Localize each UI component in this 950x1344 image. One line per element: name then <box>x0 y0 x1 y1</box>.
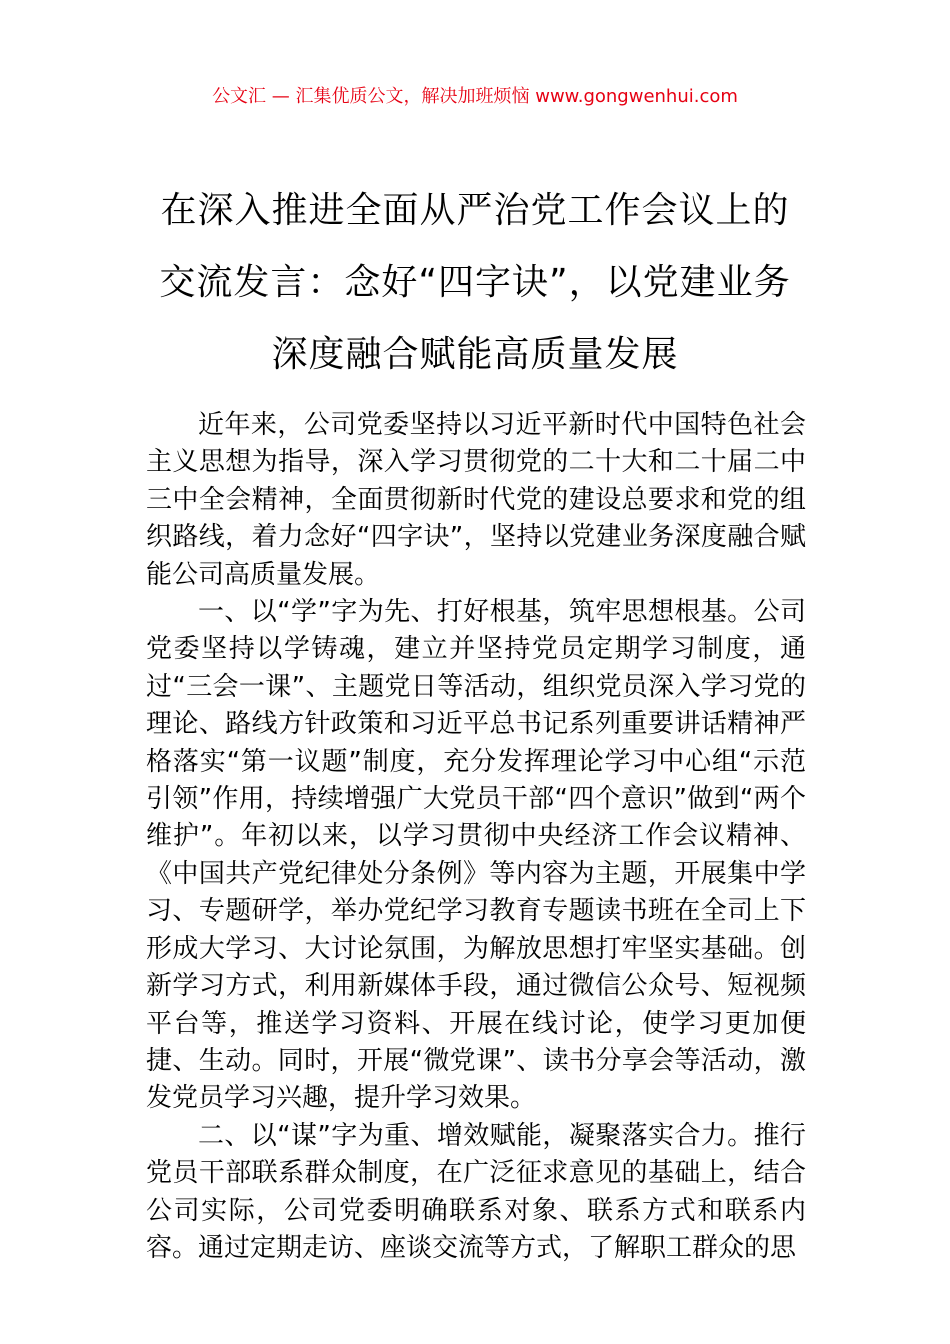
paragraph-lead: 二、以“谋”字为重、增效赋能，凝聚落实合力。 <box>198 1120 754 1151</box>
paragraph-section-2 <box>146 1118 806 1268</box>
paragraph-intro <box>146 407 806 594</box>
paragraph-text: 公司党委坚持以学铸魂，建立并坚持党员定期学习制度，通过“三会一课”、主题党日等活动，组织党员深入学习党的理论、路线方针政策和习近平总书记系列重要讲话精神严格落实“第一议题”制度，充分发挥理论学习中心组“示范引领”作用，持续增强广大党员干部“四个意识”做到“两个维护”。年初以来，以学习贯彻中央经济工作会议精神、《中国共产党纪律处分条例》等内容为主题，开展集中学习、专题研学，举办党纪学习教育专题读书班在全司上下形成大学习、大讨论氛围，为解放思想打牢坚实基础。创新学习方式，利用新媒体手段，通过微信公众号、短视频平台等，推送学习资料、开展在线讨论，使学习更加便捷、生动。同时，开展“微党课”、读书分享会等活动，激发党员学习兴趣，提升学习效果。 <box>146 597 806 1114</box>
paragraph-lead: 一、以“学”字为先、打好根基，筑牢思想根基。 <box>198 597 754 628</box>
document-title: 在深入推进全面从严治党工作会议上的交流发言：念好“四字诀”，以党建业务深度融合赋能高质量发展 <box>159 190 791 375</box>
paragraph-section-1 <box>146 594 806 1118</box>
paragraph-text: 近年来，公司党委坚持以习近平新时代中国特色社会主义思想为指导，深入学习贯彻党的二十大和二十届二中三中全会精神，全面贯彻新时代党的建设总要求和党的组织路线，着力念好“四字诀”，坚持以党建业务深度融合赋能公司高质量发展。 <box>146 410 806 590</box>
document-body <box>146 407 806 1267</box>
paragraph-text: 推行党员干部联系群众制度，在广泛征求意见的基础上，结合公司实际，公司党委明确联系对象、联系方式和联系内容。通过定期走访、座谈交流等方式，了解职工群众的思 <box>146 1120 806 1263</box>
watermark-header: 公文汇 — 汇集优质公文，解决加班烦恼 www.gongwenhui.com <box>212 86 738 107</box>
